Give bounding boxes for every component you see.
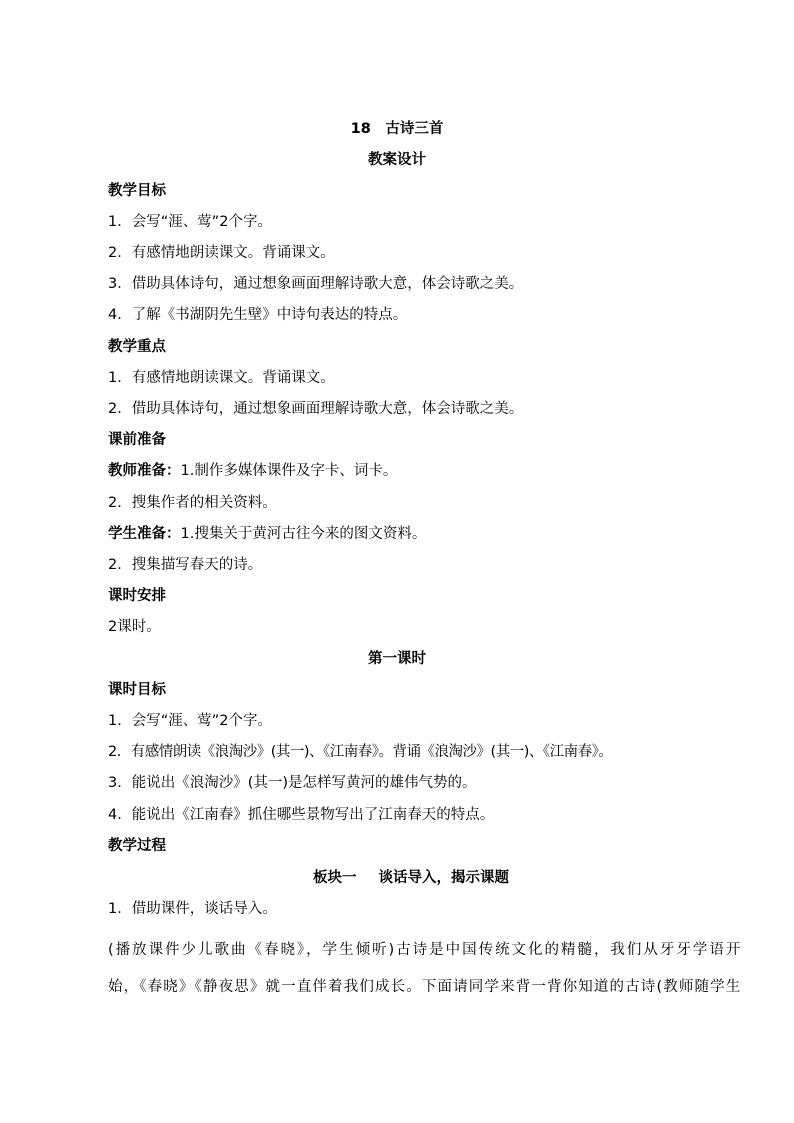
lesson-goals-heading: 课时目标 [108,682,166,698]
student-prep-item: 2．搜集描写春天的诗。 [108,557,263,573]
lesson-goal-item: 4．能说出《江南春》抓住哪些景物写出了江南春天的特点。 [108,807,495,823]
goal-item: 3．借助具体诗句，通过想象画面理解诗歌大意，体会诗歌之美。 [108,276,524,292]
preparation-heading: 课前准备 [108,432,166,448]
teacher-prep-line [108,456,734,487]
paragraph-line: 始，《春晓》《静夜思》就一直伴着我们成长。下面请同学来背一背你知道的古诗(教师随学生 [108,979,740,995]
lesson-title: 18 古诗三首 [350,121,444,137]
teacher-prep-item: 1.制作多媒体课件及字卡、词卡。 [180,463,398,479]
block-one-label: 板块一 [313,870,357,886]
lesson-goal-item: 1．会写“涯、莺”2个字。 [108,713,272,729]
goal-item: 1．会写“涯、莺”2个字。 [108,214,272,230]
goals-heading: 教学目标 [108,183,166,199]
block-one-heading [0,863,794,894]
step-one: 1．借助课件，谈话导入。 [108,901,277,917]
student-prep-item: 1.搜集关于黄河古往今来的图文资料。 [180,526,427,542]
key-point-item: 2．借助具体诗句，通过想象画面理解诗歌大意，体会诗歌之美。 [108,401,524,417]
paragraph-line: (播放课件少儿歌曲《春晓》，学生倾听)古诗是中国传统文化的精髓，我们从牙牙学语开 [108,942,740,958]
goal-item: 4．了解《书湖阴先生壁》中诗句表达的特点。 [108,307,408,323]
process-heading: 教学过程 [108,838,166,854]
schedule-value: 2课时。 [108,619,161,635]
design-subtitle: 教案设计 [368,152,426,168]
lesson-one-title: 第一课时 [368,651,426,667]
student-prep-line [108,519,734,550]
lesson-goal-item: 2．有感情朗读《浪淘沙》(其一)、《江南春》。背诵《浪淘沙》(其一)、《江南春》。 [108,744,613,760]
block-one-title: 谈话导入，揭示课题 [378,870,509,886]
goal-item: 2．有感情地朗读课文。背诵课文。 [108,245,335,261]
teacher-prep-item: 2．搜集作者的相关资料。 [108,495,277,511]
teacher-prep-label: 教师准备： [108,463,181,479]
lesson-goal-item: 3．能说出《浪淘沙》(其一)是怎样写黄河的雄伟气势的。 [108,775,477,791]
student-prep-label: 学生准备： [108,526,181,542]
schedule-heading: 课时安排 [108,588,166,604]
key-point-item: 1．有感情地朗读课文。背诵课文。 [108,370,335,386]
key-points-heading: 教学重点 [108,339,166,355]
